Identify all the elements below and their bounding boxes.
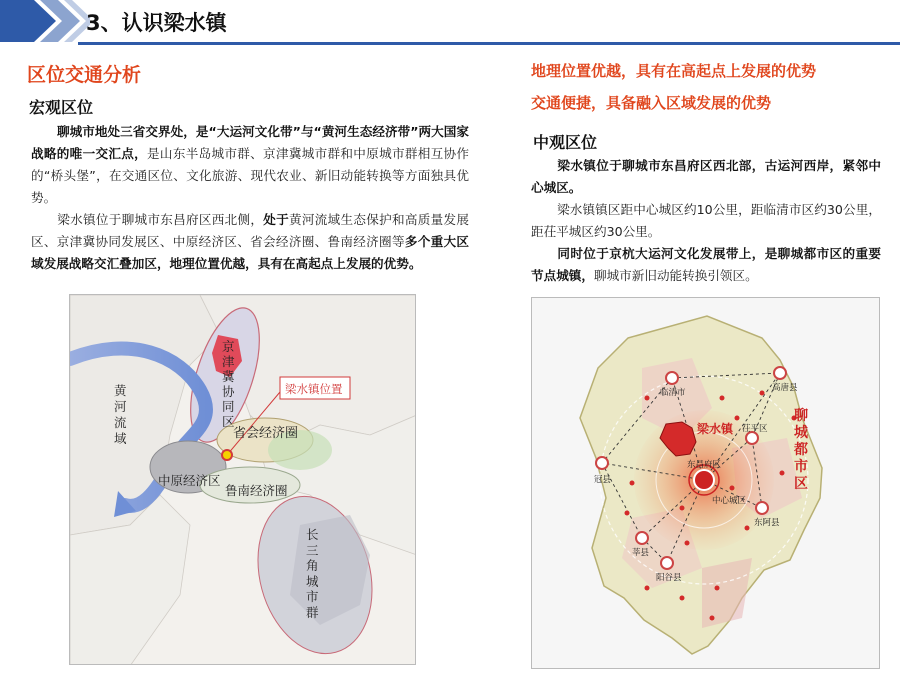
jjj-label: 京津冀协同区 [222, 339, 235, 429]
macro-location-title: 宏观区位 [29, 98, 94, 117]
meso-p2-text: 梁水镇镇区距中心城区约10公里，距临清市区约30公里，距茌平城区约30公里。 [531, 202, 881, 239]
liangshui-callout-label: 梁水镇位置 [285, 382, 343, 396]
dongchangfu-label: 东昌府区 [687, 460, 722, 470]
shenghui-label: 省会经济圈 [233, 426, 299, 441]
macro-p1-text: 是山东半岛城市群、京津冀城市群和中原城市群相互协作的“桥头堡”，在交通区位、文化旅游、现代农业、新旧动能转换等方面独具优势。 [31, 146, 470, 205]
macro-p2-text-1: 梁水镇位于聊城市东昌府区西北侧， [57, 212, 264, 227]
page-header [0, 0, 900, 44]
macro-p2-text-2: 黄河流域生态保护和高质量发展区、京津冀协同发展区、中原经济区、省会经济圈、鲁南经济圈等 [31, 212, 469, 249]
xinxian-label: 莘县 [632, 548, 650, 558]
macro-p2-bold-2: 多个重大区域发展战略交汇叠加区，地理位置优越，具有在高起点上发展的优势。 [31, 234, 470, 271]
macro-p2-bold-1: 处于 [263, 212, 290, 227]
meso-p3-text: 聊城市新旧动能转换引领区。 [593, 268, 758, 283]
meso-map-graphic [532, 298, 880, 669]
header-divider [78, 42, 900, 45]
lunan-label: 鲁南经济圈 [225, 483, 288, 498]
highlight-line-2: 交通便捷，具备融入区域发展的优势 [531, 94, 772, 112]
linqing-label: 临清市 [660, 388, 686, 398]
meso-location-map [531, 297, 880, 669]
page-title: 3、认识梁水镇 [86, 11, 227, 35]
yanggu-label: 阳谷县 [656, 573, 682, 583]
gaotang-label: 高唐县 [772, 383, 798, 393]
chiping-label: 茌平区 [742, 424, 768, 434]
meso-p3-bold: 同时位于京杭大运河文化发展带上，是聊城都市区的重要节点城镇， [531, 246, 881, 283]
macro-p1-bold: 聊城市地处三省交界处，是“大运河文化带”与“黄河生态经济带”两大国家战略的唯一交汇点， [31, 124, 469, 161]
csj-label: 长三角城市群 [306, 527, 319, 620]
highlight-line-1: 地理位置优越，具有在高起点上发展的优势 [531, 62, 817, 80]
header-chevron-icon [0, 0, 90, 44]
section-title: 区位交通分析 [27, 64, 142, 86]
meso-location-title: 中观区位 [533, 133, 598, 152]
meso-paragraph-1 [531, 155, 881, 199]
zhongyuan-label: 中原经济区 [158, 473, 221, 488]
meso-paragraph-3 [531, 243, 881, 287]
macro-map-graphic [70, 295, 416, 665]
liangshui-label: 梁水镇 [697, 422, 734, 436]
meso-p1-bold: 梁水镇位于聊城市东昌府区西北部，古运河西岸，紧邻中心城区。 [531, 158, 881, 195]
dong-e-label: 东阿县 [754, 518, 780, 528]
macro-paragraph-2 [31, 209, 469, 275]
guanxian-label: 冠县 [594, 475, 612, 485]
metro-area-label: 聊城都市区 [794, 408, 808, 492]
macro-paragraph-1 [31, 121, 469, 209]
center-label: 中心城区 [712, 496, 747, 506]
meso-paragraph-2 [531, 199, 881, 243]
huanghe-label: 黄河流域 [114, 383, 127, 446]
macro-location-map [69, 294, 416, 665]
